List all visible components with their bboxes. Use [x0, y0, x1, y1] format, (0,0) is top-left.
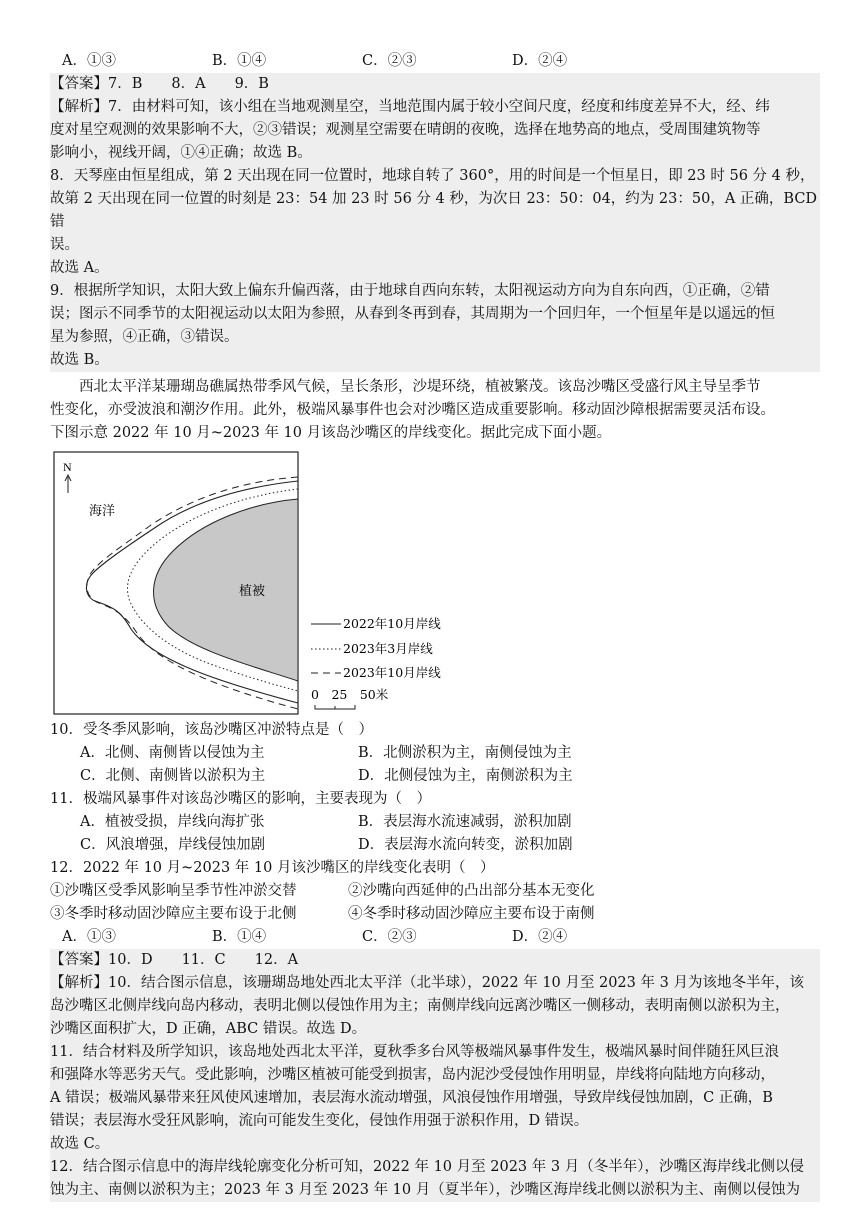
material-line: 性变化，亦受波浪和潮汐作用。此外，极端风暴事件也会对沙嘴区造成重要影响。移动固沙障根据需要灵活布设。 [50, 402, 775, 418]
answer-block-1 [50, 73, 820, 372]
option-c: C．②③ [362, 929, 417, 945]
question-12-options [50, 926, 820, 949]
answer-line: 【答案】7．B 8．A 9．B [50, 76, 269, 92]
analysis-line: 影响小，视线开阔，①④正确；故选 B。 [50, 145, 312, 161]
analysis-line: A 错误；极端风暴带来狂风使风速增加，表层海水流动增强，风浪侵蚀作用增强，导致岸线侵蚀加剧，C 正确，B [50, 1090, 773, 1106]
analysis-line: 12．结合图示信息中的海岸线轮廓变化分析可知，2022 年 10 月至 2023 年 3 月（冬半年），沙嘴区海岸线北侧以侵 [50, 1159, 804, 1175]
answer-line: 【答案】10．D 11．C 12．A [50, 952, 299, 968]
option-c: C．②③ [362, 53, 417, 69]
option-d: D．北侧侵蚀为主，南侧淤积为主 [358, 768, 573, 784]
legend-2023-10: 2023年10月岸线 [343, 665, 441, 680]
question-11-stem: 11．极端风暴事件对该岛沙嘴区的影响，主要表现为（ ） [50, 791, 431, 807]
statement-3: ③冬季时移动固沙障应主要布设于北侧 [50, 906, 297, 922]
scale-bar [315, 705, 355, 709]
question-11-options [50, 834, 820, 857]
statement-4: ④冬季时移动固沙障应主要布设于南侧 [348, 906, 595, 922]
option-a: A．①③ [62, 53, 116, 69]
material-line: 下图示意 2022 年 10 月~2023 年 10 月该岛沙嘴区的岸线变化。据此完成下面小题。 [50, 425, 612, 441]
question-11-options [50, 811, 820, 834]
analysis-line: 错误；表层海水受狂风影响，流向可能发生变化，侵蚀作用强于淤积作用，D 错误。 [50, 1113, 589, 1129]
option-d: D．②④ [512, 53, 568, 69]
question-10-options [50, 765, 820, 788]
analysis-line: 星为参照，④正确，③错误。 [50, 329, 239, 345]
answer-block-2 [50, 949, 820, 1202]
material-paragraph [50, 376, 820, 445]
ocean-label: 海洋 [89, 504, 116, 519]
question-10-stem: 10．受冬季风影响，该岛沙嘴区冲淤特点是（ ） [50, 722, 373, 738]
option-c: C．北侧、南侧皆以淤积为主 [80, 768, 266, 784]
analysis-line: 沙嘴区面积扩大，D 正确，ABC 错误。故选 D。 [50, 1021, 367, 1037]
analysis-line: 故选 B。 [50, 352, 109, 368]
analysis-line: 故第 2 天出现在同一位置的时刻是 23：54 加 23 时 56 分 4 秒，为次日 23：50：04，约为 23：50，A 正确，BCD 错 [50, 191, 818, 230]
analysis-line: 【解析】7．由材料可知，该小组在当地观测星空，当地范围内属于较小空间尺度，经度和纬度差异不大，经、纬 [50, 99, 770, 115]
statement-1: ①沙嘴区受季风影响呈季节性冲淤交替 [50, 883, 297, 899]
option-b: B．北侧淤积为主，南侧侵蚀为主 [358, 745, 572, 761]
option-c: C．风浪增强，岸线侵蚀加剧 [80, 837, 266, 853]
statement-2: ②沙嘴向西延伸的凸出部分基本无变化 [348, 883, 595, 899]
option-d: D．表层海水流向转变，淤积加剧 [358, 837, 573, 853]
analysis-line: 8．天琴座由恒星组成，第 2 天出现在同一位置时，地球自转了 360°，用的时间是一个恒星日，即 23 时 56 分 4 秒， [50, 168, 815, 184]
option-d: D．②④ [512, 929, 568, 945]
shoreline-map [50, 451, 820, 719]
material-line: 西北太平洋某珊瑚岛礁属热带季风气候，呈长条形，沙堤环绕，植被繁茂。该岛沙嘴区受盛行风主导呈季节 [79, 379, 761, 395]
q9-options [50, 50, 820, 73]
option-a: A．①③ [62, 929, 116, 945]
north-label: N [63, 460, 72, 474]
option-b: B．①④ [212, 53, 267, 69]
analysis-line: 11．结合材料及所学知识，该岛地处西北太平洋，夏秋季多台风等极端风暴事件发生，极端风暴时间伴随狂风巨浪 [50, 1044, 779, 1060]
analysis-line: 故选 A。 [50, 260, 109, 276]
analysis-line: 和强降水等恶劣天气。受此影响，沙嘴区植被可能受到损害，岛内泥沙受侵蚀作用明显，岸线将向陆地方向移动， [50, 1067, 775, 1083]
question-10-options [50, 742, 820, 765]
scale-label: 0 25 50米 [311, 687, 389, 702]
option-a: A．北侧、南侧皆以侵蚀为主 [80, 745, 265, 761]
legend-2022-10: 2022年10月岸线 [343, 616, 441, 631]
analysis-line: 度对星空观测的效果影响不大，②③错误；观测星空需要在晴朗的夜晚，选择在地势高的地点，受周围建筑物等 [50, 122, 761, 138]
question-12-statements [50, 903, 820, 926]
analysis-line: 9．根据所学知识，太阳大致上偏东升偏西落，由于地球自西向东转，太阳视运动方向为自东向西，①正确，②错 [50, 283, 770, 299]
analysis-line: 蚀为主、南侧以淤积为主；2023 年 3 月至 2023 年 10 月（夏半年），沙嘴区海岸线北侧以淤积为主、南侧以侵蚀为 [50, 1182, 800, 1198]
vegetation-label: 植被 [239, 584, 266, 599]
legend-2023-03: 2023年3月岸线 [343, 641, 433, 656]
question-12-stem: 12．2022 年 10 月~2023 年 10 月该沙嘴区的岸线变化表明（ ） [50, 860, 495, 876]
option-b: B．表层海水流速减弱，淤积加剧 [358, 814, 572, 830]
analysis-line: 误；图示不同季节的太阳视运动以太阳为参照，从春到冬再到春，其周期为一个回归年，一个恒星年是以遥远的恒 [50, 306, 775, 322]
analysis-line: 故选 C。 [50, 1136, 110, 1152]
analysis-line: 【解析】10．结合图示信息，该珊瑚岛地处西北太平洋（北半球），2022 年 10 月至 2023 年 3 月为该地冬半年，该 [50, 975, 804, 991]
document-page [50, 50, 820, 1202]
analysis-line: 误。 [50, 237, 79, 253]
option-b: B．①④ [212, 929, 267, 945]
option-a: A．植被受损，岸线向海扩张 [80, 814, 265, 830]
question-12-statements [50, 880, 820, 903]
analysis-line: 岛沙嘴区北侧岸线向岛内移动，表明北侧以侵蚀作用为主；南侧岸线向远离沙嘴区一侧移动，表明南侧以淤积为主， [50, 998, 790, 1014]
shoreline-map-svg [53, 451, 473, 719]
